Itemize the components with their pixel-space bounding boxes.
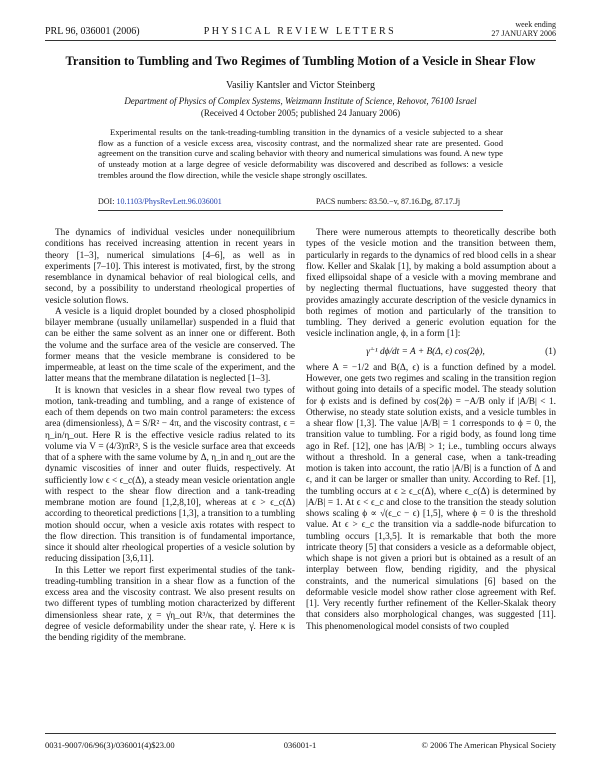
week-label: week ending [515,20,556,29]
equation-body: γ̇⁻¹ dϕ/dt = A + B(Δ, ϵ) cos(2ϕ), [366,346,485,357]
doi-label: DOI: [98,197,115,206]
paragraph: The dynamics of individual vesicles under nonequilibrium conditions has received increasing attention in recent years in theory [1–3], numerical simulations [4–6], as well as in experiments [7–10]. This interest is motivated, first, by the strong resemblance in dynamical behavior of real biological cells, and second, by a possibility to understand rheological properties of vesicle solution flows. [45,228,295,306]
journal-name: PHYSICAL REVIEW LETTERS [203,26,397,37]
equation-number: (1) [545,346,556,357]
doi-line [98,197,222,206]
copyright: © 2006 The American Physical Society [421,740,556,750]
header-rule [45,40,556,41]
journal-reference: PRL 96, 036001 (2006) [45,26,140,37]
affiliation: Department of Physics of Complex Systems, Weizmann Institute of Science, Rehovot, 76100 Israel [124,96,477,106]
equation-1 [306,347,556,358]
paragraph: It is known that vesicles in a shear flow reveal two types of motion, tank-treading and tumbling, and a range of existence of each of them depends on two main control parameters: the excess area (dimensionless), Δ = S/R² − 4π, and the viscosity contrast, ϵ = η_in/η_out. Here R is the effective vesicle radius related to its volume via V = (4/3)πR³, S is the vesicle surface area that exceeds that of a sphere with the same volume by Δ, η_in and η_out are the dynamic viscosities of inner and outer fluids, respectively. At sufficiently low ϵ < ϵ_c(Δ), a steady mean vesicle orientation angle with respect to the shear flow direction and a tank-treading membrane motion are found [1,2,8,10], whereas at ϵ > ϵ_c(Δ) according to theoretical predictions [1,3], a transition to a tumbling motion should occur, when a vesicle axis rotates with respect to the flow direction. This transition is of fundamental importance, since it should alter rheological properties of a vesicle solution by reducing dissipation [3,6,11]. [45,385,295,565]
received-dates: (Received 4 October 2005; published 24 January 2006) [200,108,401,118]
paper-title: Transition to Tumbling and Two Regimes of Tumbling Motion of a Vesicle in Shear Flow [65,54,536,68]
footer-code: 0031-9007/06/96(3)/036001(4)$23.00 [45,740,175,750]
doi-link[interactable]: 10.1103/PhysRevLett.96.036001 [116,197,222,206]
footer-rule [45,733,556,734]
right-column [306,228,556,633]
authors: Vasiliy Kantsler and Victor Steinberg [225,80,375,91]
issue-date [491,20,556,38]
page-number: 036001-1 [283,740,317,750]
paragraph: A vesicle is a liquid droplet bounded by a closed phospholipid bilayer membrane (usually unilamellar) suspended in a fluid that can be either the same solvent as an inner one or different. Both the volume and the surface area of the vesicle are conserved. The former means that the vesicle membrane is considered to be impermeable, at least on the time scale of the experiment, and the latter means that the membrane dilatation is neglected [1–3]. [45,306,295,385]
left-column [45,228,295,644]
abstract: Experimental results on the tank-treading-tumbling transition in the dynamics of a vesicle subjected to a shear flow as a function of a vesicle excess area, viscosity contrast, and the normalized shear rate are presented. Good agreement on the transition curve and scaling behavior with theory and numerical simulations was found. A new type of unsteady motion at a large degree of vesicle deformability was discovered and described as follows: a vesicle trembles around the flow direction, while the vesicle shape strongly oscillates. [98,127,503,180]
paragraph: There were numerous attempts to theoretically describe both types of the vesicle motion and the transition between them, particularly in regards to the dynamics of red blood cells in a shear flow. Keller and Skalak [1], by making a bold assumption about a fixed ellipsoidal shape of a vesicle with a moving membrane and by neglecting thermal fluctuations, have suggested theory that provides amazingly accurate description of the vesicle dynamics in both regimes of motion and particularly of the transition to tumbling. They derived a generic evolution equation for the vesicle inclination angle, ϕ, in a form [1]: [306,228,556,340]
date: 27 JANUARY 2006 [491,29,556,38]
paragraph: In this Letter we report first experimental studies of the tank-treading-tumbling transition in a shear flow as a function of the excess area and the viscosity contrast. We also present results on two different types of tumbling motion characterized by different dimensionless shear rate, χ = γ̇η_out R³/κ, that determines the degree of vesicle deformability under the shear rate, γ̇. Here κ is the bending rigidity of the membrane. [45,565,295,643]
abstract-rule [98,210,503,211]
pacs-numbers: PACS numbers: 83.50.−v, 87.16.Dg, 87.17.Jj [316,197,461,206]
paragraph: where A = −1/2 and B(Δ, ϵ) is a function defined by a model. However, one gets two regimes and scaling in the transition region without going into details of a specific model. The steady solution for ϕ exists and is defined by cos(2ϕ) = −A/B only if |A/B| < 1. Otherwise, no steady state solution exists, and a vesicle tumbles in a shear flow [1,3]. The value |A/B| = 1 corresponds to ϕ = 0, the transition value to tumbling. For a rigid body, as found long time ago in Ref. [12], one has |A/B| > 1; i.e., tumbling occurs always without a threshold. In a general case, when a tank-treading motion is taken into account, the ratio |A/B| is a function of Δ and ϵ, and it can be larger or smaller than unity. According to Ref. [1], the tumbling occurs at ϵ ≥ ϵ_c(Δ), where ϵ_c(Δ) is determined by |A/B| = 1. At ϵ < ϵ_c and close to the transition the steady solution shows scaling ϕ ∝ √(ϵ_c − ϵ) [1,5], where ϕ = 0 is the threshold value. At ϵ > ϵ_c the transition via a saddle-node bifurcation to tumbling occurs [1,3,5]. It is remarkable that both the more intricate theory [5] that considers a vesicle as a deformable object, which shape is not given a priori but is obtained as a result of an interplay between flow, bending rigidity, and the physical constraints, and the numerical simulations [6] based on the deformable vesicle model show rather close agreement with Ref. [1]. Very recently further refinement of the Keller-Skalak theory that considers also morphological changes, was suggested [11]. This phenomenological model consists of two coupled [306,362,556,632]
